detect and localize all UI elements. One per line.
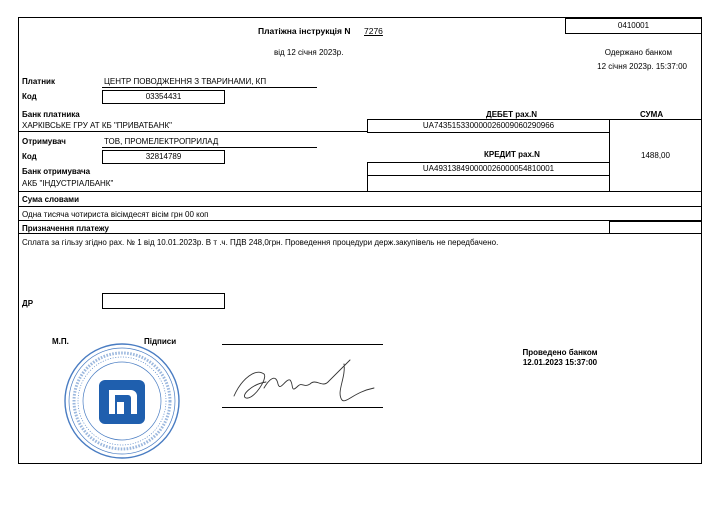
payer-code: 03354431 [145, 92, 182, 101]
recipient-name: ТОВ, ПРОМЕЛЕКТРОПРИЛАД [104, 137, 219, 146]
processed-label: Проведено банком [522, 348, 598, 357]
recipient-code: 32814789 [145, 152, 182, 161]
purpose-text: Сплата за гільзу згідно рах. № 1 від 10.01.2023р. В т .ч. ПДВ 248,0грн. Проведення процедури держ.закупівель не передбачено. [22, 238, 499, 247]
recipient-bank-line [18, 191, 367, 192]
privatbank-logo-icon [99, 380, 145, 424]
bank-stamp [52, 342, 192, 460]
purpose-label: Призначення платежу [22, 224, 110, 233]
document-number: 7276 [364, 26, 383, 36]
dr-box [102, 293, 225, 309]
sum-words-label-line [18, 206, 702, 207]
credit-account-box [367, 162, 610, 176]
payer-name: ЦЕНТР ПОВОДЖЕННЯ З ТВАРИНАМИ, КП [104, 77, 267, 86]
signature-scribble [224, 348, 384, 412]
recipient-name-line [102, 147, 317, 148]
debit-account: UA743515330000026009060290966 [422, 121, 555, 130]
document-title: Платіжна інструкція N [258, 26, 351, 36]
recipient-bank-label: Банк отримувача [22, 167, 91, 176]
payer-bank-line [18, 131, 367, 132]
credit-empty-box [367, 175, 610, 192]
credit-account: UA493138490000026000054810001 [422, 164, 555, 173]
form-code-box [565, 18, 702, 34]
debit-label: ДЕБЕТ рах.N [486, 110, 538, 119]
purpose-label-line [18, 233, 609, 234]
signatures-label: Підписи [144, 337, 177, 346]
processed-datetime: 12.01.2023 15:37:00 [522, 358, 598, 367]
sum-words-line [18, 220, 702, 221]
payer-bank: ХАРКІВСЬКЕ ГРУ АТ КБ "ПРИВАТБАНК" [22, 121, 172, 130]
recipient-code-label: Код [22, 152, 37, 161]
document-date: від 12 січня 2023р. [274, 48, 344, 57]
stamp-label: М.П. [52, 337, 69, 346]
amount-label: СУМА [640, 110, 664, 119]
amount-box [609, 119, 702, 192]
payer-code-label: Код [22, 92, 37, 101]
payer-name-line [102, 87, 317, 88]
amount-value: 1488,00 [641, 151, 670, 160]
signature-line-1 [222, 344, 383, 345]
credit-label: КРЕДИТ рах.N [484, 150, 540, 159]
payer-label: Платник [22, 77, 55, 86]
recipient-bank: АКБ "ІНДУСТРІАЛБАНК" [22, 179, 114, 188]
payer-bank-label: Банк платника [22, 110, 80, 119]
dr-label: ДР [22, 299, 34, 308]
form-code: 0410001 [617, 21, 650, 30]
purpose-code-box [609, 221, 702, 234]
recipient-code-box [102, 150, 225, 164]
received-datetime: 12 січня 2023р. 15:37:00 [597, 62, 687, 71]
sum-words-text: Одна тисяча чотириста вісімдесят вісім грн 00 коп [22, 210, 209, 219]
sum-words-label: Сума словами [22, 195, 80, 204]
payer-code-box [102, 90, 225, 104]
debit-account-box [367, 119, 610, 133]
recipient-label: Отримувач [22, 137, 66, 146]
received-label: Одержано банком [604, 48, 672, 57]
